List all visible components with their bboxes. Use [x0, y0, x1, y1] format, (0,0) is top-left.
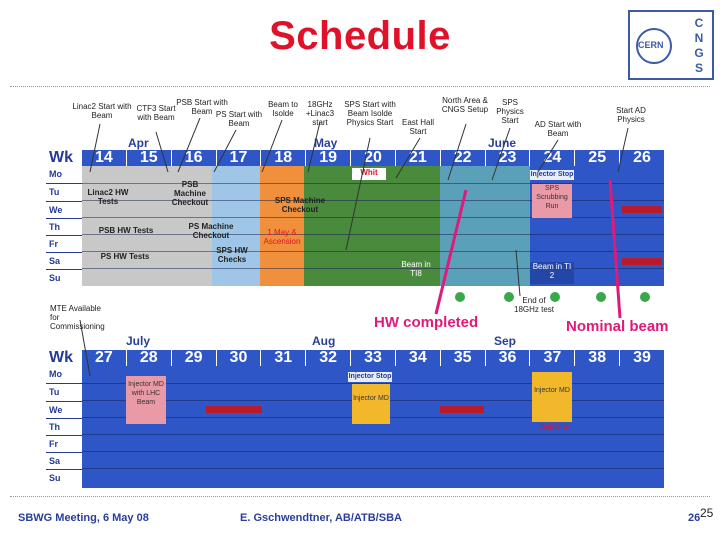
annotation-sps: SPS Start with Beam Isolde Physics Start: [344, 100, 396, 127]
annotation-sps-physics: SPS Physics Start: [496, 98, 524, 125]
arrow: [90, 124, 100, 172]
day-label: Su: [46, 470, 82, 486]
day-label: Th: [46, 419, 82, 436]
week-cell: 20: [351, 150, 396, 166]
week-cell: 18: [261, 150, 306, 166]
week-cell: 15: [127, 150, 172, 166]
annotation-isolde: Beam to Isolde: [268, 100, 298, 118]
day-label: Fr: [46, 436, 82, 453]
week-cell: 24: [530, 150, 575, 166]
block-ps-hw: PS HW Tests: [100, 252, 150, 261]
week-cell: 30: [217, 350, 262, 366]
arrow: [516, 250, 520, 296]
day-label: Sa: [46, 253, 82, 270]
annotation-ps: PS Start with Beam: [215, 110, 263, 128]
week-cell: 28: [127, 350, 172, 366]
week-cell: 27: [82, 350, 127, 366]
day-label: Mo: [46, 166, 82, 184]
block-sps-hw: SPS HW Checks: [216, 246, 248, 264]
arrow: [492, 128, 510, 180]
day-label: Su: [46, 270, 82, 286]
annotation-east-hall: East Hall Start: [401, 118, 434, 136]
day-label: Tu: [46, 384, 82, 402]
week-cell: 35: [441, 350, 486, 366]
annotation-north-area: North Area & CNGS Setup: [441, 96, 489, 114]
arrow: [308, 122, 320, 172]
arrow: [80, 320, 90, 376]
month-label: June: [488, 136, 517, 150]
week-cell: 25: [575, 150, 620, 166]
arrow: [156, 132, 168, 172]
annotation-linac2: Linac2 Start with Beam: [72, 102, 132, 120]
footer-page-overlay: 25: [700, 506, 714, 520]
day-label: Sa: [46, 453, 82, 470]
annotation-ctf3: CTF3 Start with Beam: [136, 104, 176, 122]
arrow: [346, 138, 370, 250]
month-label: July: [126, 334, 151, 348]
annotation-ad: AD Start with Beam: [534, 120, 582, 138]
week-cell: 14: [82, 150, 127, 166]
week-cell: 34: [396, 350, 441, 366]
arrow: [396, 138, 420, 178]
annotation-ad-physics: Start AD Physics: [616, 106, 646, 124]
month-label: Sep: [494, 334, 517, 348]
week-cell: 39: [620, 350, 664, 366]
block-psb-machine: PSB Machine Checkout: [171, 180, 209, 207]
footer-divider: [10, 496, 710, 497]
wk-label: Wk: [46, 150, 82, 166]
block-injector-md: Injector MD: [532, 372, 572, 422]
week-cell: 16: [172, 150, 217, 166]
arrow: [214, 130, 236, 172]
week-cell: 23: [486, 150, 531, 166]
block-jeune: Jeune G: [538, 422, 570, 431]
footer-author: E. Gschwendtner, AB/ATB/SBA: [240, 512, 402, 524]
arrow: [448, 124, 466, 180]
logo-cern-text: CERN: [638, 40, 664, 50]
block-sps-scrubbing: SPS Scrubbing Run: [532, 184, 572, 218]
week-cell: 29: [172, 350, 217, 366]
day-label: We: [46, 402, 82, 419]
week-cell: 38: [575, 350, 620, 366]
block-sps-machine: SPS Machine Checkout: [274, 196, 326, 214]
day-label: Tu: [46, 184, 82, 202]
footer-meeting: SBWG Meeting, 6 May 08: [18, 512, 149, 524]
arrow: [618, 128, 628, 172]
week-cell: 36: [486, 350, 531, 366]
block-psb-hw: PSB HW Tests: [98, 226, 154, 235]
block-whit: Whit: [352, 168, 386, 180]
arrow: [538, 140, 558, 172]
logo-letter: S: [694, 61, 703, 75]
annotation-18ghz: 18GHz +Linac3 start: [305, 100, 335, 127]
week-cell: 37: [530, 350, 575, 366]
block-injector-md: Injector MD: [352, 384, 390, 424]
annotation-end-18ghz: End of 18GHz test: [514, 296, 555, 314]
note-hw-completed: HW completed: [374, 314, 479, 331]
pink-arrow: [610, 180, 620, 318]
logo-letter: N: [694, 31, 704, 45]
week-cell: 31: [261, 350, 306, 366]
logo-letter: G: [694, 46, 704, 60]
month-label: May: [314, 136, 338, 150]
week-cell: 17: [217, 150, 262, 166]
block-injector-stop: Injector Stop: [348, 373, 392, 380]
month-label: Aug: [312, 334, 336, 348]
arrow: [262, 120, 282, 172]
page-title: Schedule: [269, 14, 451, 58]
week-cell: 19: [306, 150, 351, 166]
week-cell: 22: [441, 150, 486, 166]
block-beam-ti8: Beam in TI8: [401, 260, 431, 278]
block-linac2-hw: Linac2 HW Tests: [87, 188, 129, 206]
day-label: Th: [46, 219, 82, 236]
block-injector-md-lhc: Injector MD with LHC Beam: [126, 376, 166, 424]
footer-page-number: 26: [688, 512, 701, 524]
day-label: Fr: [46, 236, 82, 253]
week-cell: 32: [306, 350, 351, 366]
block-injector-stop: Injector Stop: [530, 171, 574, 178]
week-cell: 33: [351, 350, 396, 366]
block-beam-ti2: Beam in TI 2: [530, 262, 574, 284]
annotation-psb: PSB Start with Beam: [176, 98, 228, 116]
day-label: We: [46, 202, 82, 219]
block-may-holiday: 1 May & Ascension: [263, 228, 301, 246]
annotation-mte: MTE Available for Commissioning: [50, 304, 105, 331]
pink-arrow: [436, 190, 466, 314]
week-cell: 21: [396, 150, 441, 166]
block-ps-machine: PS Machine Checkout: [188, 222, 234, 240]
month-label: Apr: [128, 136, 149, 150]
note-nominal-beam: Nominal beam: [566, 318, 669, 335]
logo-letter: C: [694, 16, 704, 30]
arrow: [178, 118, 200, 172]
week-cell: 26: [620, 150, 664, 166]
wk-label: Wk: [46, 350, 82, 366]
day-label: Mo: [46, 366, 82, 384]
